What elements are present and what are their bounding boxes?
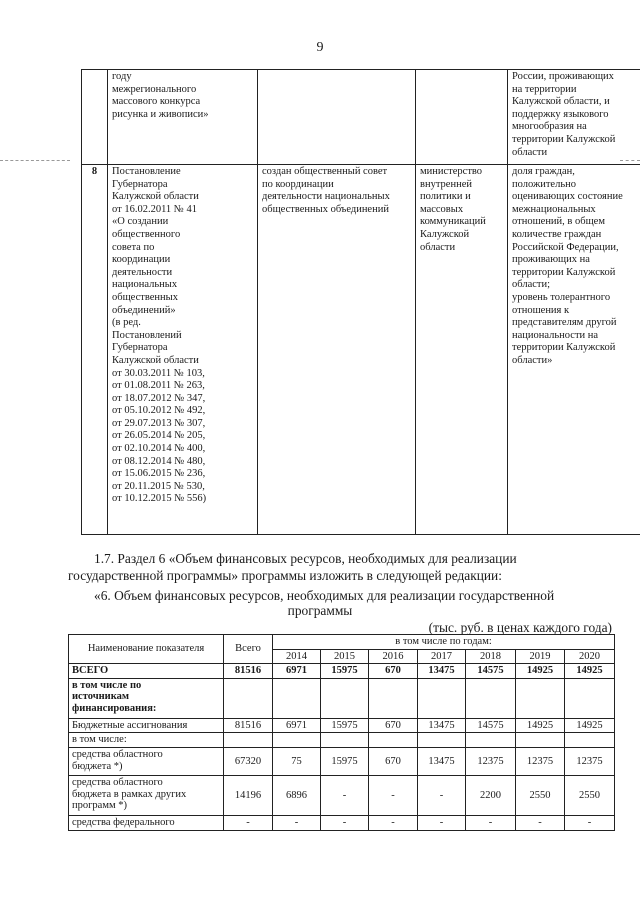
year-value-2015: 15975 <box>321 747 369 775</box>
cell-result <box>258 70 416 165</box>
row-total: 67320 <box>224 747 273 775</box>
table-row <box>82 165 640 535</box>
year-value-2015: - <box>321 775 369 815</box>
section-heading-1: «6. Объем финансовых ресурсов, необходимых для реализации государственной <box>94 588 555 603</box>
cell-executor <box>416 70 508 165</box>
year-header: 2016 <box>369 649 418 664</box>
year-value-2019: 14925 <box>516 664 565 679</box>
cell-indicator: доля граждан, положительно оценивающих состояние межнациональных отношений, в общем количестве граждан Российской Федерации, проживающих на территории Калужской области; уровень толерантного отношения к представителям другой национальности на территории Калужской области» <box>508 165 640 535</box>
year-value-2020 <box>565 733 615 748</box>
row-label: средства федерального <box>69 815 224 830</box>
year-value-2019: - <box>516 815 565 830</box>
year-value-2014: 75 <box>273 747 321 775</box>
year-header: 2020 <box>565 649 615 664</box>
year-value-2019: 12375 <box>516 747 565 775</box>
row-total: 14196 <box>224 775 273 815</box>
table-row <box>69 815 615 830</box>
clause-line-1: 1.7. Раздел 6 «Объем финансовых ресурсов, необходимых для реализации <box>94 551 517 566</box>
cell-number: 8 <box>82 165 108 535</box>
row-label: Бюджетные ассигнования <box>69 718 224 733</box>
year-header: 2014 <box>273 649 321 664</box>
year-value-2016: 670 <box>369 747 418 775</box>
year-value-2018: - <box>466 815 516 830</box>
year-value-2017 <box>418 733 466 748</box>
year-value-2015: 15975 <box>321 718 369 733</box>
year-value-2020: 14925 <box>565 718 615 733</box>
year-value-2016: 670 <box>369 718 418 733</box>
year-value-2015 <box>321 678 369 718</box>
year-value-2018: 12375 <box>466 747 516 775</box>
row-label: средства областного бюджета в рамках других программ *) <box>69 775 224 815</box>
row-total: 81516 <box>224 664 273 679</box>
column-header-years: в том числе по годам: <box>273 635 615 650</box>
row-total <box>224 678 273 718</box>
year-value-2019 <box>516 678 565 718</box>
row-label: в том числе по источникам финансирования: <box>69 678 224 718</box>
clause-line-2: государственной программы» программы изложить в следующей редакции: <box>68 568 502 583</box>
year-value-2018: 14575 <box>466 664 516 679</box>
table-row <box>69 775 615 815</box>
row-label: средства областного бюджета *) <box>69 747 224 775</box>
year-value-2014: 6971 <box>273 664 321 679</box>
row-label: в том числе: <box>69 733 224 748</box>
year-value-2018 <box>466 678 516 718</box>
cell-document: году межрегионального массового конкурса рисунка и живописи» <box>108 70 258 165</box>
year-value-2017: - <box>418 775 466 815</box>
column-header-name: Наименование показателя <box>69 635 224 664</box>
year-value-2015: - <box>321 815 369 830</box>
header-row <box>69 635 615 650</box>
year-value-2020: 14925 <box>565 664 615 679</box>
year-value-2016: - <box>369 775 418 815</box>
finance-table-body <box>69 664 615 830</box>
year-value-2020: 2550 <box>565 775 615 815</box>
year-value-2015 <box>321 733 369 748</box>
year-value-2016: 670 <box>369 664 418 679</box>
year-value-2014 <box>273 733 321 748</box>
units-note: (тыс. руб. в ценах каждого года) <box>428 620 612 635</box>
year-header: 2019 <box>516 649 565 664</box>
year-value-2016 <box>369 733 418 748</box>
year-value-2016 <box>369 678 418 718</box>
year-value-2019 <box>516 733 565 748</box>
year-value-2014: - <box>273 815 321 830</box>
cell-number <box>82 70 108 165</box>
year-value-2020: - <box>565 815 615 830</box>
year-value-2019: 14925 <box>516 718 565 733</box>
row-total <box>224 733 273 748</box>
column-header-total: Всего <box>224 635 273 664</box>
year-value-2015: 15975 <box>321 664 369 679</box>
year-value-2014 <box>273 678 321 718</box>
year-value-2017: - <box>418 815 466 830</box>
table-row <box>69 718 615 733</box>
year-value-2020 <box>565 678 615 718</box>
row-label: ВСЕГО <box>69 664 224 679</box>
table-row <box>69 733 615 748</box>
right-dash-line <box>620 160 640 161</box>
year-header: 2017 <box>418 649 466 664</box>
year-header: 2018 <box>466 649 516 664</box>
year-value-2020: 12375 <box>565 747 615 775</box>
year-value-2018 <box>466 733 516 748</box>
page-number: 9 <box>316 40 324 55</box>
measures-table <box>81 69 640 535</box>
section-heading-2: программы <box>287 603 353 618</box>
table-row <box>69 664 615 679</box>
table-row <box>69 678 615 718</box>
cell-indicator: России, проживающих на территории Калужской области, и поддержку языкового многообразия на территории Калужской области <box>508 70 640 165</box>
cell-result: создан общественный совет по координации деятельности национальных общественных объединений <box>258 165 416 535</box>
cell-executor: министерство внутренней политики и массовых коммуникаций Калужской области <box>416 165 508 535</box>
year-value-2017: 13475 <box>418 718 466 733</box>
year-value-2019: 2550 <box>516 775 565 815</box>
year-value-2018: 2200 <box>466 775 516 815</box>
table-row <box>69 747 615 775</box>
year-value-2017 <box>418 678 466 718</box>
row-total: 81516 <box>224 718 273 733</box>
year-value-2014: 6896 <box>273 775 321 815</box>
year-header: 2015 <box>321 649 369 664</box>
left-dash-line <box>0 160 70 161</box>
table-row <box>82 70 640 165</box>
year-value-2014: 6971 <box>273 718 321 733</box>
cell-document: Постановление Губернатора Калужской области от 16.02.2011 № 41 «О создании общественного совета по координации деятельности национальных общественных объединений» (в ред. Постановлений Губернатора Калужской области от 30.03.2011 № 103, от 01.08.2011 № 263, от 18.07.2012 № 347, от 05.10.2012 № 492, от 29.07.2013 № 307, от 26.05.2014 № 205, от 02.10.2014 № 400, от 08.12.2014 № 480, от 15.06.2015 № 236, от 20.11.2015 № 530, от 10.12.2015 № 556) <box>108 165 258 535</box>
row-total: - <box>224 815 273 830</box>
year-value-2018: 14575 <box>466 718 516 733</box>
year-value-2017: 13475 <box>418 747 466 775</box>
year-value-2016: - <box>369 815 418 830</box>
year-value-2017: 13475 <box>418 664 466 679</box>
finance-table <box>68 634 615 831</box>
